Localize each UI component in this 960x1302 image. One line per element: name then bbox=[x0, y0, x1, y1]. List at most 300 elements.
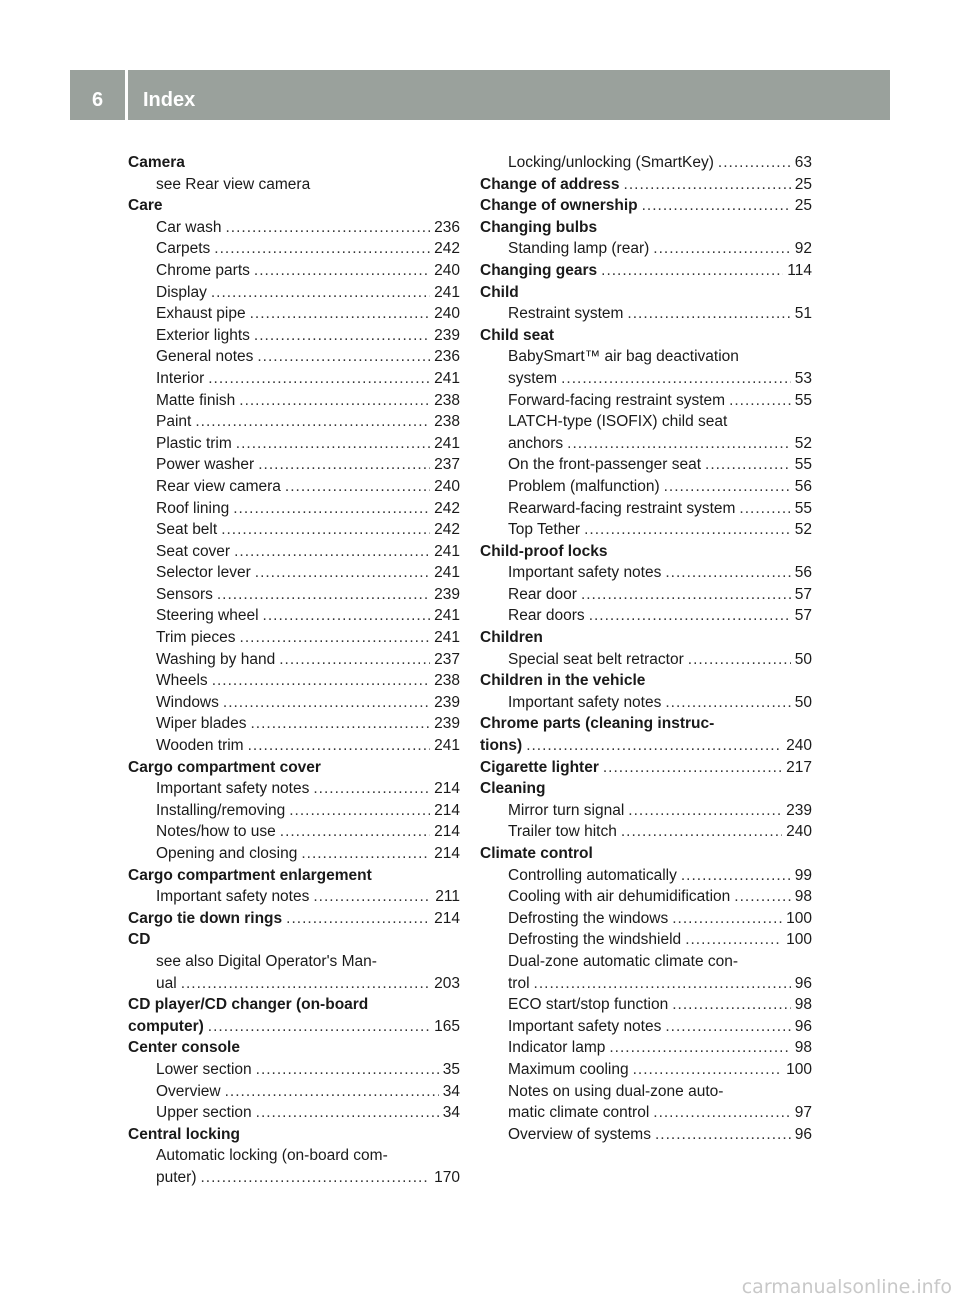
dot-leader bbox=[254, 260, 430, 282]
page-reference: 99 bbox=[794, 866, 812, 884]
entry-label: Wiper blades bbox=[156, 715, 247, 733]
dot-leader bbox=[212, 670, 430, 692]
entry-label: Changing gears bbox=[480, 261, 598, 279]
index-entry bbox=[128, 152, 460, 174]
page-reference: 100 bbox=[786, 1060, 812, 1078]
page-reference: 56 bbox=[794, 564, 812, 582]
index-entry bbox=[480, 843, 812, 865]
page-reference: 214 bbox=[434, 845, 460, 862]
dot-leader bbox=[665, 562, 790, 584]
index-subentry bbox=[480, 433, 812, 455]
dot-leader bbox=[633, 1059, 783, 1081]
page-reference: 98 bbox=[794, 996, 812, 1014]
entry-label: puter) bbox=[156, 1168, 197, 1186]
dot-leader bbox=[239, 390, 430, 412]
section-title: Index bbox=[143, 89, 196, 111]
page-reference: 241 bbox=[434, 369, 460, 387]
page-reference: 211 bbox=[435, 888, 460, 906]
page-reference: 242 bbox=[434, 240, 460, 258]
entry-label: Cooling with air dehumidification bbox=[508, 888, 731, 906]
dot-leader bbox=[214, 238, 430, 260]
header-divider bbox=[125, 70, 128, 120]
dot-leader bbox=[672, 908, 782, 930]
entry-label: Roof lining bbox=[156, 499, 230, 517]
page-reference: 241 bbox=[434, 564, 460, 582]
index-subentry bbox=[128, 541, 460, 563]
index-subentry bbox=[128, 800, 460, 822]
dot-leader bbox=[526, 735, 782, 757]
entry-label: Exhaust pipe bbox=[156, 305, 246, 323]
entry-label: Sensors bbox=[156, 585, 213, 603]
index-subentry bbox=[480, 692, 812, 714]
page-reference: 96 bbox=[794, 1017, 812, 1035]
index-entry bbox=[128, 757, 460, 779]
entry-label: General notes bbox=[156, 348, 254, 366]
page-reference: 34 bbox=[442, 1082, 460, 1100]
index-entry bbox=[128, 929, 460, 951]
entry-label: Notes on using dual-zone auto- bbox=[508, 1082, 724, 1100]
page-reference: 241 bbox=[434, 629, 460, 647]
index-subentry bbox=[128, 325, 460, 347]
page-reference: 236 bbox=[434, 348, 460, 366]
page-reference: 239 bbox=[434, 693, 460, 711]
index-subentry bbox=[480, 605, 812, 627]
index-subentry bbox=[128, 951, 460, 973]
page-reference: 242 bbox=[434, 521, 460, 539]
entry-label: Child-proof locks bbox=[480, 542, 608, 560]
entry-label: see Rear view camera bbox=[156, 175, 311, 193]
index-entry bbox=[480, 325, 812, 347]
entry-label: Installing/removing bbox=[156, 801, 286, 819]
index-subentry bbox=[128, 1167, 460, 1189]
index-subentry bbox=[128, 627, 460, 649]
index-entry bbox=[480, 282, 812, 304]
dot-leader bbox=[201, 1167, 431, 1189]
dot-leader bbox=[236, 433, 430, 455]
page-reference: 52 bbox=[794, 434, 812, 452]
index-entry bbox=[128, 994, 460, 1016]
page-reference: 237 bbox=[434, 456, 460, 474]
index-subentry bbox=[128, 649, 460, 671]
index-subentry bbox=[480, 929, 812, 951]
index-subentry bbox=[480, 152, 812, 174]
dot-leader bbox=[257, 346, 430, 368]
dot-leader bbox=[301, 843, 430, 865]
page-reference: 98 bbox=[794, 888, 812, 906]
page-reference: 98 bbox=[794, 1039, 812, 1057]
index-entry bbox=[128, 195, 460, 217]
index-subentry bbox=[128, 433, 460, 455]
dot-leader bbox=[181, 973, 430, 995]
index-entry bbox=[480, 260, 812, 282]
page-reference: 55 bbox=[794, 456, 812, 474]
dot-leader bbox=[225, 217, 430, 239]
dot-leader bbox=[233, 498, 430, 520]
entry-label: Overview bbox=[156, 1082, 221, 1100]
entry-label: Top Tether bbox=[508, 521, 581, 539]
dot-leader bbox=[603, 757, 782, 779]
page-reference: 55 bbox=[794, 391, 812, 409]
entry-label: Climate control bbox=[480, 845, 593, 862]
entry-label: Locking/unlocking (SmartKey) bbox=[508, 154, 714, 171]
index-subentry bbox=[480, 303, 812, 325]
entry-label: Overview of systems bbox=[508, 1125, 651, 1143]
dot-leader bbox=[567, 433, 791, 455]
dot-leader bbox=[313, 886, 431, 908]
entry-label: Cargo tie down rings bbox=[128, 909, 283, 927]
dot-leader bbox=[263, 605, 431, 627]
index-subentry bbox=[480, 865, 812, 887]
index-entry bbox=[480, 541, 812, 563]
page-reference: 203 bbox=[434, 974, 460, 992]
page-reference: 51 bbox=[794, 305, 812, 323]
dot-leader bbox=[223, 692, 430, 714]
index-subentry bbox=[480, 1059, 812, 1081]
page-reference: 238 bbox=[434, 672, 460, 690]
entry-label: Power washer bbox=[156, 456, 255, 474]
dot-leader bbox=[208, 368, 430, 390]
index-entry bbox=[128, 1124, 460, 1146]
index-subentry bbox=[128, 282, 460, 304]
index-subentry bbox=[480, 519, 812, 541]
entry-label: Windows bbox=[156, 693, 219, 711]
entry-label: Car wash bbox=[156, 218, 222, 236]
entry-label: Important safety notes bbox=[508, 693, 662, 711]
index-subentry bbox=[128, 519, 460, 541]
entry-label: tions) bbox=[480, 737, 523, 755]
dot-leader bbox=[664, 476, 791, 498]
entry-label: Upper section bbox=[156, 1104, 252, 1122]
dot-leader bbox=[289, 800, 430, 822]
page-reference: 57 bbox=[794, 585, 812, 603]
entry-label: Cargo compartment cover bbox=[128, 758, 321, 776]
index-subentry bbox=[128, 778, 460, 800]
page-reference: 170 bbox=[434, 1168, 460, 1186]
entry-label: CD player/CD changer (on-board bbox=[128, 996, 369, 1014]
dot-leader bbox=[255, 562, 430, 584]
entry-label: Trim pieces bbox=[156, 629, 236, 647]
index-entry bbox=[128, 1016, 460, 1038]
entry-label: trol bbox=[508, 974, 530, 992]
page-reference: 52 bbox=[794, 521, 812, 539]
dot-leader bbox=[621, 821, 782, 843]
dot-leader bbox=[601, 260, 783, 282]
dot-leader bbox=[534, 973, 791, 995]
entry-label: Controlling automatically bbox=[508, 866, 677, 884]
page-reference: 240 bbox=[434, 477, 460, 495]
entry-label: Mirror turn signal bbox=[508, 801, 625, 819]
index-subentry bbox=[480, 1102, 812, 1124]
index-entry bbox=[480, 217, 812, 239]
entry-label: LATCH-type (ISOFIX) child seat bbox=[508, 413, 728, 431]
page-reference: 100 bbox=[786, 931, 812, 949]
page-reference: 165 bbox=[434, 1017, 460, 1035]
entry-label: Standing lamp (rear) bbox=[508, 240, 650, 258]
index-subentry bbox=[128, 1102, 460, 1124]
dot-leader bbox=[665, 692, 790, 714]
index-subentry bbox=[480, 562, 812, 584]
page-reference: 35 bbox=[442, 1060, 460, 1078]
index-entry bbox=[480, 174, 812, 196]
index-subentry bbox=[128, 843, 460, 865]
index-subentry bbox=[480, 951, 812, 973]
page-reference: 55 bbox=[794, 499, 812, 517]
entry-label: Exterior lights bbox=[156, 326, 250, 344]
dot-leader bbox=[734, 886, 790, 908]
dot-leader bbox=[256, 1059, 439, 1081]
page-reference: 238 bbox=[434, 391, 460, 409]
page-reference: 240 bbox=[434, 305, 460, 323]
dot-leader bbox=[685, 929, 782, 951]
dot-leader bbox=[584, 519, 791, 541]
dot-leader bbox=[589, 605, 791, 627]
entry-label: Cigarette lighter bbox=[480, 758, 599, 776]
dot-leader bbox=[672, 994, 791, 1016]
entry-label: Cleaning bbox=[480, 780, 546, 798]
index-subentry bbox=[128, 238, 460, 260]
entry-label: Display bbox=[156, 283, 207, 301]
entry-label: Seat cover bbox=[156, 542, 231, 560]
dot-leader bbox=[627, 303, 790, 325]
index-subentry bbox=[128, 346, 460, 368]
entry-label: Matte finish bbox=[156, 391, 236, 409]
index-subentry bbox=[128, 821, 460, 843]
entry-label: Children bbox=[480, 629, 543, 647]
page-reference: 214 bbox=[434, 823, 460, 841]
entry-label: Automatic locking (on-board com- bbox=[156, 1147, 388, 1165]
entry-label: BabySmart™ air bag deactivation bbox=[508, 348, 739, 366]
page-reference: 236 bbox=[434, 218, 460, 236]
page-reference: 57 bbox=[794, 607, 812, 625]
index-subentry bbox=[128, 692, 460, 714]
dot-leader bbox=[211, 282, 430, 304]
index-subentry bbox=[128, 174, 460, 196]
index-subentry bbox=[128, 390, 460, 412]
entry-label: Important safety notes bbox=[508, 564, 662, 582]
index-subentry bbox=[480, 498, 812, 520]
index-subentry bbox=[128, 973, 460, 995]
dot-leader bbox=[653, 238, 790, 260]
entry-label: Important safety notes bbox=[156, 780, 310, 798]
dot-leader bbox=[286, 908, 430, 930]
entry-label: Notes/how to use bbox=[156, 823, 276, 841]
entry-label: Wooden trim bbox=[156, 737, 244, 755]
index-entry bbox=[480, 195, 812, 217]
entry-label: Restraint system bbox=[508, 305, 624, 323]
index-subentry bbox=[128, 584, 460, 606]
entry-label: Indicator lamp bbox=[508, 1039, 606, 1057]
dot-leader bbox=[705, 454, 791, 476]
entry-label: Rear doors bbox=[508, 607, 585, 625]
entry-label: Child seat bbox=[480, 326, 555, 344]
entry-label: Dual-zone automatic climate con- bbox=[508, 952, 739, 970]
index-entry bbox=[128, 908, 460, 930]
index-subentry bbox=[480, 1081, 812, 1103]
page-reference: 56 bbox=[794, 477, 812, 495]
index-subentry bbox=[128, 498, 460, 520]
entry-label: Chrome parts bbox=[156, 261, 250, 279]
page-reference: 240 bbox=[786, 737, 812, 755]
entry-label: Central locking bbox=[128, 1125, 240, 1143]
entry-label: Defrosting the windows bbox=[508, 909, 669, 927]
index-subentry bbox=[480, 411, 812, 433]
dot-leader bbox=[250, 303, 431, 325]
entry-label: ECO start/stop function bbox=[508, 996, 669, 1014]
entry-label: Change of address bbox=[480, 175, 620, 193]
page-reference: 214 bbox=[434, 909, 460, 927]
entry-label: anchors bbox=[508, 434, 564, 452]
entry-label: Washing by hand bbox=[156, 650, 276, 668]
dot-leader bbox=[208, 1016, 430, 1038]
dot-leader bbox=[653, 1102, 790, 1124]
index-subentry bbox=[480, 584, 812, 606]
index-subentry bbox=[480, 476, 812, 498]
index-subentry bbox=[480, 238, 812, 260]
entry-label: Wheels bbox=[156, 672, 208, 690]
dot-leader bbox=[254, 325, 430, 347]
index-column-right bbox=[480, 152, 812, 1145]
index-column-left bbox=[128, 152, 460, 1189]
dot-leader bbox=[624, 174, 791, 196]
index-subentry bbox=[128, 476, 460, 498]
index-subentry bbox=[128, 260, 460, 282]
index-entry bbox=[480, 735, 812, 757]
page-reference: 25 bbox=[794, 175, 812, 193]
index-subentry bbox=[128, 886, 460, 908]
page-reference: 96 bbox=[794, 1125, 812, 1143]
page-reference: 92 bbox=[794, 240, 812, 258]
index-entry bbox=[480, 713, 812, 735]
page-reference: 97 bbox=[794, 1104, 812, 1122]
dot-leader bbox=[279, 649, 430, 671]
entry-label: computer) bbox=[128, 1017, 204, 1035]
dot-leader bbox=[195, 411, 430, 433]
entry-label: Child bbox=[480, 283, 519, 301]
index-subentry bbox=[480, 1037, 812, 1059]
entry-label: Center console bbox=[128, 1039, 240, 1057]
entry-label: Rear door bbox=[508, 585, 577, 603]
page-reference: 239 bbox=[786, 801, 812, 819]
index-subentry bbox=[128, 1145, 460, 1167]
page-reference: 239 bbox=[434, 326, 460, 344]
entry-label: Care bbox=[128, 197, 163, 215]
dot-leader bbox=[581, 584, 791, 606]
dot-leader bbox=[225, 1081, 439, 1103]
dot-leader bbox=[729, 390, 791, 412]
entry-label: On the front-passenger seat bbox=[508, 456, 702, 474]
index-entry bbox=[128, 865, 460, 887]
dot-leader bbox=[718, 152, 791, 174]
entry-label: Children in the vehicle bbox=[480, 672, 646, 690]
index-subentry bbox=[128, 1059, 460, 1081]
index-subentry bbox=[480, 994, 812, 1016]
entry-label: Defrosting the windshield bbox=[508, 931, 682, 949]
dot-leader bbox=[240, 627, 431, 649]
entry-label: Changing bulbs bbox=[480, 218, 598, 236]
entry-label: Carpets bbox=[156, 240, 211, 258]
page-reference: 240 bbox=[786, 823, 812, 841]
page-reference: 214 bbox=[434, 780, 460, 798]
page-reference: 238 bbox=[434, 413, 460, 431]
dot-leader bbox=[221, 519, 430, 541]
index-subentry bbox=[480, 649, 812, 671]
page-reference: 50 bbox=[794, 693, 812, 711]
page-reference: 241 bbox=[434, 283, 460, 301]
page-reference: 114 bbox=[787, 261, 812, 279]
page-reference: 25 bbox=[794, 197, 812, 215]
index-subentry bbox=[480, 390, 812, 412]
index-subentry bbox=[480, 908, 812, 930]
dot-leader bbox=[739, 498, 790, 520]
index-subentry bbox=[480, 1016, 812, 1038]
index-subentry bbox=[128, 411, 460, 433]
dot-leader bbox=[256, 1102, 439, 1124]
entry-label: Problem (malfunction) bbox=[508, 477, 660, 495]
entry-label: Special seat belt retractor bbox=[508, 650, 684, 668]
index-subentry bbox=[480, 886, 812, 908]
index-subentry bbox=[128, 605, 460, 627]
entry-label: Rear view camera bbox=[156, 477, 281, 495]
entry-label: Lower section bbox=[156, 1060, 252, 1078]
dot-leader bbox=[655, 1124, 791, 1146]
page-reference: 34 bbox=[442, 1104, 460, 1122]
index-subentry bbox=[128, 1081, 460, 1103]
page-number: 6 bbox=[91, 89, 104, 111]
entry-label: Selector lever bbox=[156, 564, 251, 582]
entry-label: ual bbox=[156, 974, 177, 992]
page-reference: 96 bbox=[794, 974, 812, 992]
index-subentry bbox=[480, 973, 812, 995]
index-subentry bbox=[128, 368, 460, 390]
dot-leader bbox=[248, 735, 431, 757]
page-reference: 241 bbox=[434, 737, 460, 755]
dot-leader bbox=[665, 1016, 790, 1038]
entry-label: Camera bbox=[128, 154, 185, 171]
dot-leader bbox=[313, 778, 430, 800]
index-entry bbox=[480, 670, 812, 692]
index-subentry bbox=[128, 713, 460, 735]
index-subentry bbox=[480, 821, 812, 843]
dot-leader bbox=[217, 584, 430, 606]
page-reference: 241 bbox=[434, 542, 460, 560]
dot-leader bbox=[285, 476, 430, 498]
page-reference: 239 bbox=[434, 715, 460, 733]
index-subentry bbox=[128, 735, 460, 757]
dot-leader bbox=[688, 649, 791, 671]
dot-leader bbox=[628, 800, 782, 822]
page-reference: 242 bbox=[434, 499, 460, 517]
page-reference: 214 bbox=[434, 801, 460, 819]
page-header bbox=[70, 70, 890, 120]
dot-leader bbox=[681, 865, 791, 887]
index-subentry bbox=[480, 346, 812, 368]
page-reference: 217 bbox=[786, 758, 812, 776]
dot-leader bbox=[234, 541, 430, 563]
entry-label: Plastic trim bbox=[156, 434, 232, 452]
entry-label: system bbox=[508, 369, 558, 387]
dot-leader bbox=[280, 821, 430, 843]
entry-label: Maximum cooling bbox=[508, 1060, 629, 1078]
entry-label: Cargo compartment enlargement bbox=[128, 866, 372, 884]
page-reference: 237 bbox=[434, 650, 460, 668]
page-reference: 50 bbox=[794, 650, 812, 668]
entry-label: Important safety notes bbox=[508, 1017, 662, 1035]
watermark: carmanualsonline.info bbox=[741, 1276, 952, 1298]
index-subentry bbox=[128, 454, 460, 476]
dot-leader bbox=[642, 195, 791, 217]
entry-label: Steering wheel bbox=[156, 607, 259, 625]
index-entry bbox=[480, 778, 812, 800]
